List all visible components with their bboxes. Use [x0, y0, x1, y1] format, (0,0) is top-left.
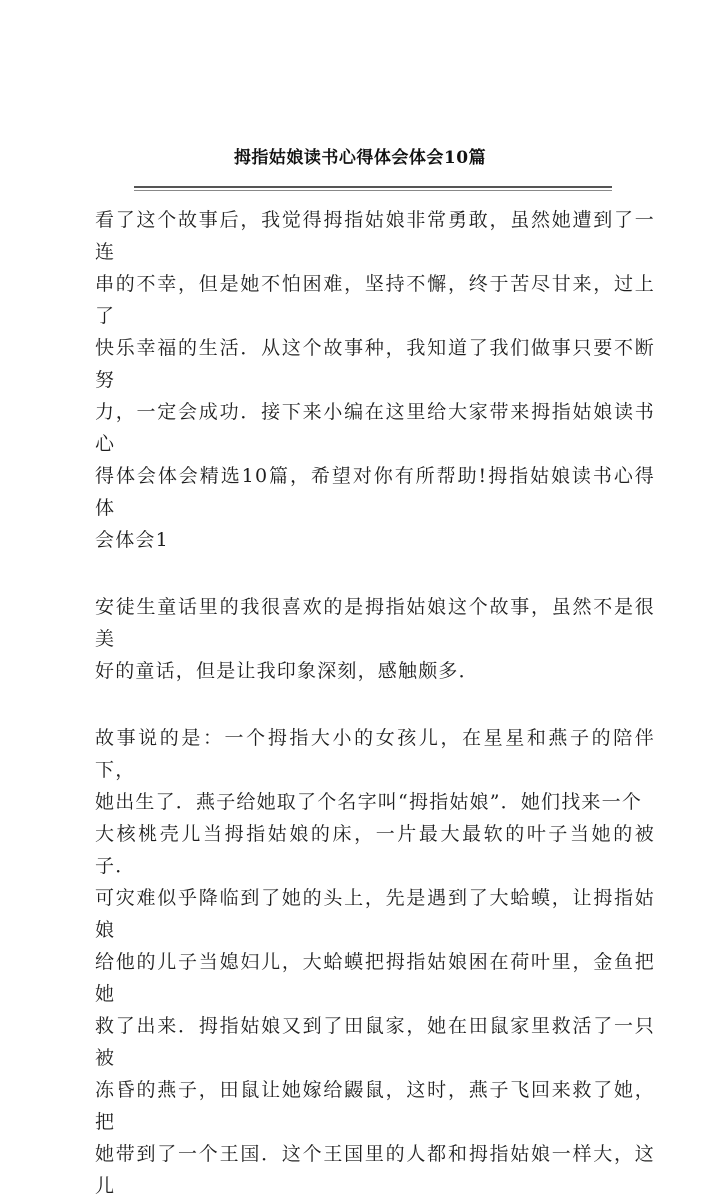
- paragraph-3: [95, 722, 655, 1202]
- text-line: 可灾难似乎降临到了她的头上，先是遇到了大蛤蟆，让拇指姑娘: [95, 887, 655, 941]
- text-line: 她带到了一个王国．这个王国里的人都和拇指姑娘一样大，这儿: [95, 1143, 655, 1197]
- text-line: 力，一定会成功．接下来小编在这里给大家带来拇指姑娘读书心: [95, 401, 655, 455]
- text-line: 好的童话，但是让我印象深刻，感触颇多．: [95, 660, 479, 682]
- document-body: [95, 204, 655, 1202]
- text-line: 看了这个故事后，我觉得拇指姑娘非常勇敢，虽然她遭到了一连: [95, 209, 655, 263]
- text-line: 安徒生童话里的我很喜欢的是拇指姑娘这个故事，虽然不是很美: [95, 596, 655, 650]
- text-line: 会体会1: [95, 529, 169, 551]
- text-line: 冻昏的燕子，田鼠让她嫁给鼹鼠，这时，燕子飞回来救了她，把: [95, 1079, 655, 1133]
- text-line: 故事说的是：一个拇指大小的女孩儿，在星星和燕子的陪伴下，: [95, 727, 655, 781]
- text-line: 串的不幸，但是她不怕困难，坚持不懈，终于苦尽甘来，过上了: [95, 273, 655, 327]
- text-line: 她出生了．燕子给她取了个名字叫“拇指姑娘”．她们找来一个: [95, 791, 643, 813]
- text-line: 大核桃壳儿当拇指姑娘的床，一片最大最软的叶子当她的被子．: [95, 823, 655, 877]
- title-divider: [134, 186, 612, 191]
- paragraph-1: [95, 204, 655, 556]
- text-line: 快乐幸福的生活．从这个故事种，我知道了我们做事只要不断努: [95, 337, 655, 391]
- paragraph-2: [95, 591, 655, 687]
- document-title: 拇指姑娘读书心得体会体会10篇: [233, 148, 487, 168]
- text-line: 给他的儿子当媳妇儿，大蛤蟆把拇指姑娘困在荷叶里，金鱼把她: [95, 951, 655, 1005]
- text-line: 得体会体会精选10篇，希望对你有所帮助!拇指姑娘读书心得体: [95, 465, 655, 519]
- text-line: 救了出来．拇指姑娘又到了田鼠家，她在田鼠家里救活了一只被: [95, 1015, 655, 1069]
